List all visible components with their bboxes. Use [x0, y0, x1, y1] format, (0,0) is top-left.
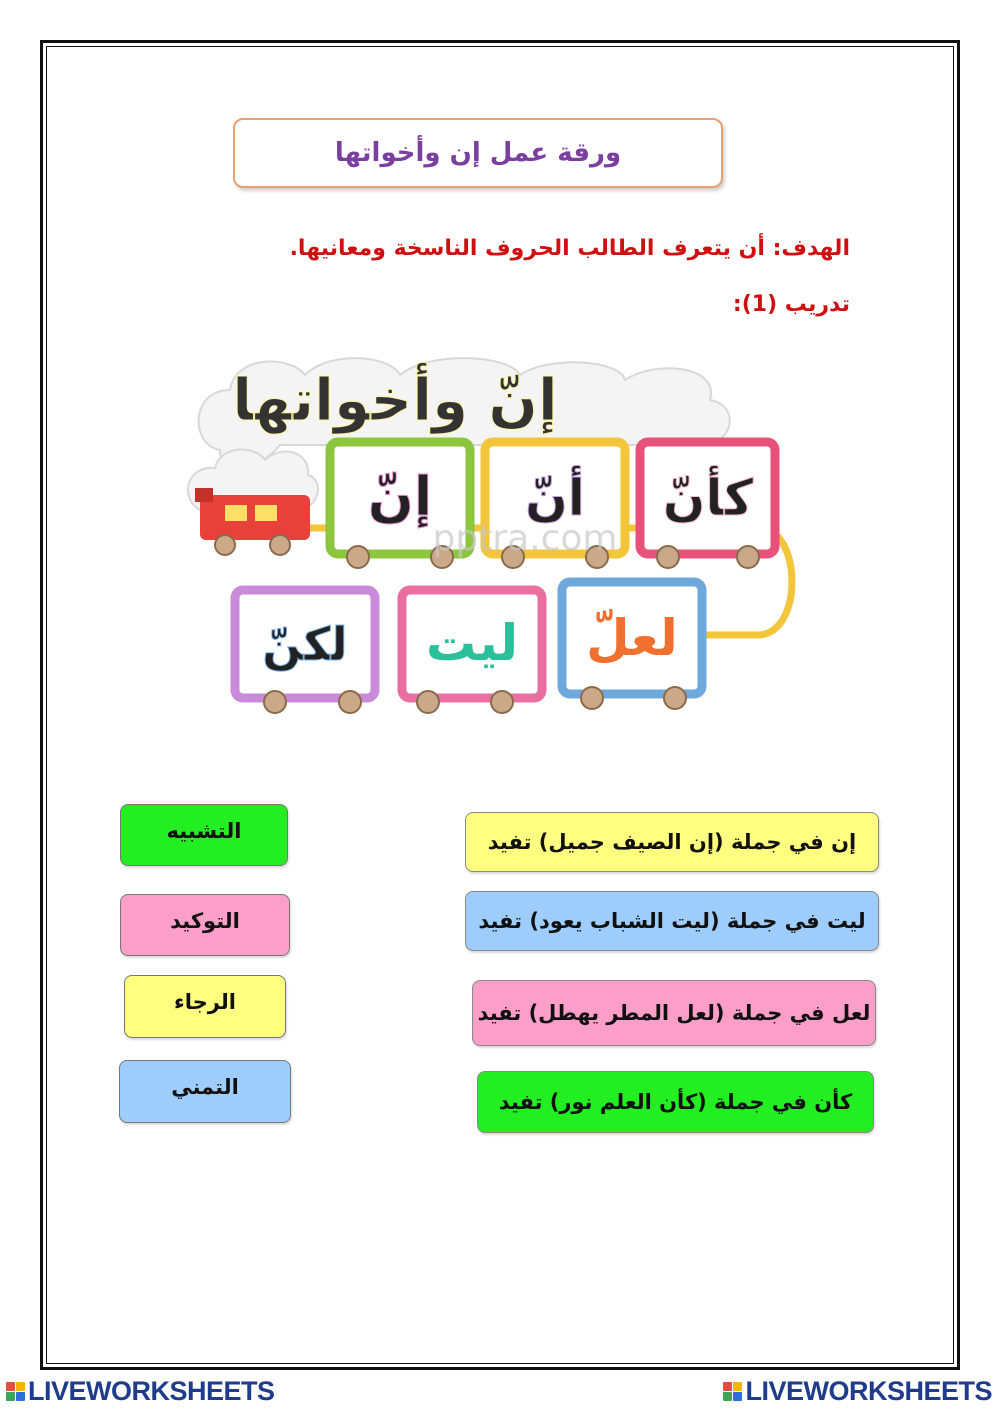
worksheet-title-text: ورقة عمل إن وأخواتها [334, 138, 622, 168]
worksheet-title [233, 118, 723, 188]
car-label-5: ليت [425, 614, 519, 672]
exercise-label: تدريب (1): [732, 292, 850, 317]
meaning-text-2: التوكيد [170, 909, 240, 933]
sentence-box-3[interactable] [472, 980, 876, 1046]
train-heading: إنّ وأخواتها [232, 366, 558, 434]
train-watermark: pptra.com [432, 518, 618, 559]
car-label-3: إنّ [367, 465, 433, 528]
sentence-text-3: لعل في جملة (لعل المطر يهطل) تفيد [477, 1001, 871, 1025]
meaning-text-4: التمني [171, 1075, 239, 1099]
sentence-text-4: كأن في جملة (كأن العلم نور) تفيد [498, 1090, 853, 1114]
train-illustration [180, 350, 820, 725]
sentence-box-1[interactable] [465, 812, 879, 872]
lesson-goal: الهدف: أن يتعرف الطالب الحروف الناسخة ومعانيها. [289, 236, 850, 261]
train-svg [180, 350, 820, 725]
car-label-4: لعلّ [586, 609, 678, 667]
car-label-2: أنّ [525, 469, 585, 527]
footer-brand-left[interactable] [6, 1376, 275, 1406]
meaning-box-2[interactable] [120, 894, 290, 956]
footer-brand-right[interactable] [723, 1376, 992, 1406]
car-label-6: لكنّ [262, 617, 348, 671]
sentence-text-2: ليت في جملة (ليت الشباب يعود) تفيد [478, 909, 866, 933]
locomotive [195, 488, 310, 555]
meaning-box-4[interactable] [119, 1060, 291, 1123]
liveworksheets-logo-icon [723, 1382, 742, 1401]
meaning-text-1: التشبيه [166, 819, 242, 843]
car-label-1: كأنّ [662, 469, 754, 527]
sentence-text-1: إن في جملة (إن الصيف جميل) تفيد [487, 830, 857, 854]
footer-brand-text-left: LIVEWORKSHEETS [28, 1375, 275, 1406]
meaning-box-3[interactable] [124, 975, 286, 1038]
sentence-box-4[interactable] [477, 1071, 874, 1133]
meaning-box-1[interactable] [120, 804, 288, 866]
meaning-text-3: الرجاء [174, 990, 236, 1014]
footer-brand-text-right: LIVEWORKSHEETS [745, 1375, 992, 1406]
sentence-box-2[interactable] [465, 891, 879, 951]
liveworksheets-logo-icon [6, 1382, 25, 1401]
